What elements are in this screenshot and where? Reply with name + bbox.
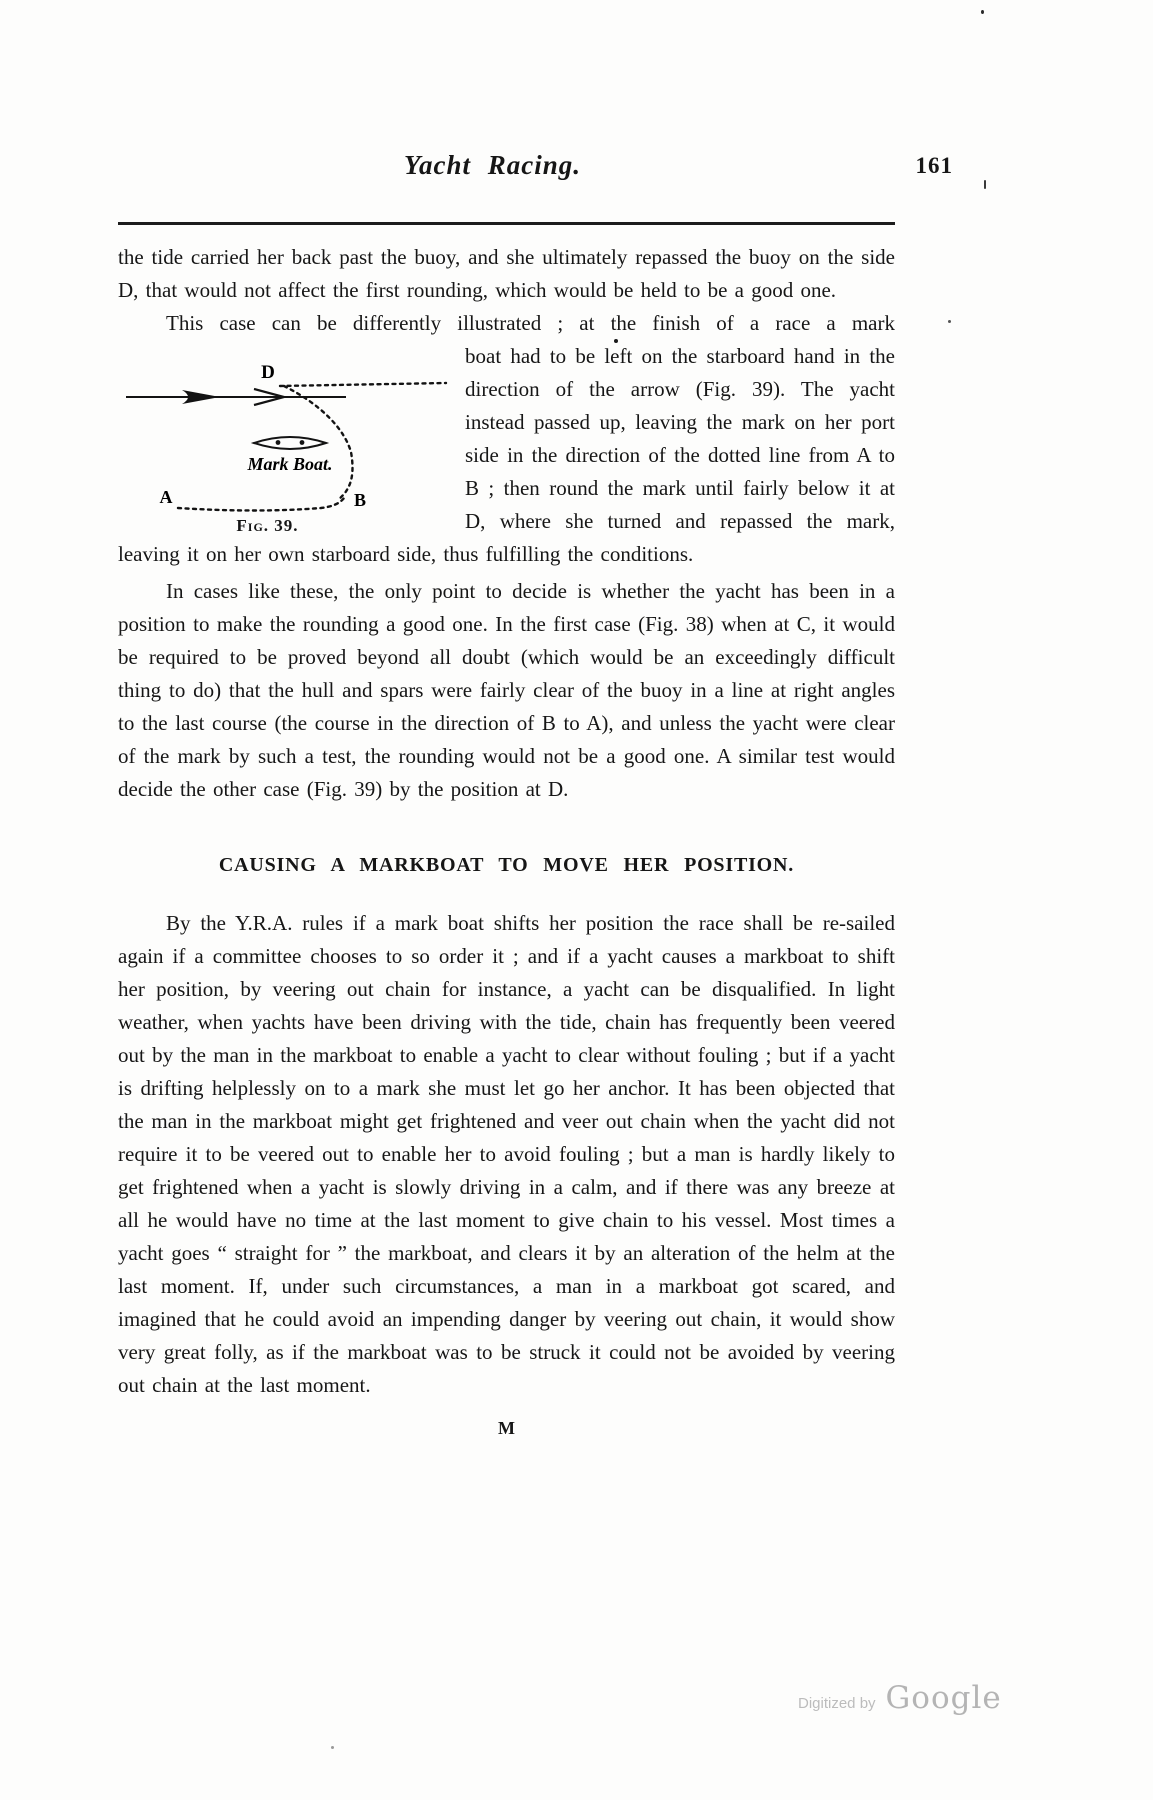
mark-boat-dot: [276, 440, 281, 445]
ink-speck: [331, 1746, 334, 1749]
paragraph-3: In cases like these, the only point to decide is whether the yacht has been in a position to make the rounding a good one. In the first case (Fig. 38) when at C, it would be required to be proved beyond all doubt (which would be an exceedingly difficult thing to do) that the hull and spars were fairly clear of the buoy in a line at right angles to the last course (the course in the direction of B to A), and unless the yacht were clear of the mark by such a test, the rounding would not be a good one. A similar test would decide the other case (Fig. 39) by the position at D.: [118, 579, 895, 801]
paragraph-2-rest: boat had to be left on the starboard hand in the direction of the arrow (Fig. 39). The yacht instead passed up, leaving the mark on her port side in the direction of the dotted line from A to B ; then round the mark until fairly below it at D, where she turned and repassed the mark, leaving it on her own starboard side, thus fulfilling the conditions.: [118, 344, 895, 566]
dotted-course-line-bottom: [178, 498, 344, 511]
figure-label-d: D: [261, 362, 275, 383]
header-rule: [118, 222, 895, 225]
figure-text-wrap: [118, 340, 895, 571]
figure-label-b: B: [353, 490, 367, 510]
dotted-rounding-curve: [284, 386, 353, 499]
ink-speck: [981, 10, 984, 14]
ink-speck: [984, 180, 986, 189]
page-number: 161: [915, 153, 953, 178]
paragraph-1: the tide carried her back past the buoy, and she ultimately repassed the buoy on the side D, that would not affect the first rounding, which would be held to be a good one.: [118, 245, 895, 302]
figure-39: [118, 348, 453, 536]
mark-boat-dot: [300, 440, 305, 445]
section-heading: CAUSING A MARKBOAT TO MOVE HER POSITION.: [218, 854, 795, 876]
figure-label-a: A: [159, 487, 173, 507]
google-logo: Google: [885, 1680, 1002, 1716]
running-title: Yacht Racing.: [403, 150, 582, 180]
watermark-prefix: Digitized by: [798, 1695, 876, 1712]
printer-signature-mark: M: [498, 1418, 515, 1438]
ink-speck: [948, 320, 951, 323]
ink-speck: [614, 339, 618, 343]
figure-39-diagram: [118, 348, 453, 514]
mark-boat-label: Mark Boat.: [247, 454, 333, 474]
dotted-course-line-top: [280, 383, 446, 386]
paragraph-4: By the Y.R.A. rules if a mark boat shifts her position the race shall be re-sailed again if a committee chooses to so order it ; and if a yacht causes a markboat to shift her position, by veering out chain for instance, a yacht can be disqualified. In light weather, when yachts have been driving with the tide, chain has frequently been veered out by the man in the markboat to enable a yacht to clear without fouling ; but if a yacht is drifting helplessly on to a mark she must let go her anchor. It has been objected that the man in the markboat might get frightened and veer out chain when the yacht did not require it to be veered out to enable her to avoid fouling ; but a man is hardly likely to get frightened when a yacht is slowly driving in a calm, and if there was any breeze at all he would have no time at the last moment to give chain to his vessel. Most times a yacht goes “ straight for ” the markboat, and clears it by an alteration of the helm at the last moment. If, under such circumstances, a man in a markboat got scared, and imagined that he could avoid an impending danger by veering out chain, it would show very great folly, as if the markboat was to be struck it could not be avoided by veering out chain at the last moment.: [118, 911, 895, 1397]
digitized-watermark: [798, 1680, 1002, 1716]
paragraph-2-intro: This case can be differently illustrated ; at the finish of a race a mark: [166, 311, 895, 335]
figure-caption: Fig. 39.: [236, 516, 299, 535]
mark-boat-icon: [254, 437, 326, 449]
page-header: [118, 148, 953, 190]
